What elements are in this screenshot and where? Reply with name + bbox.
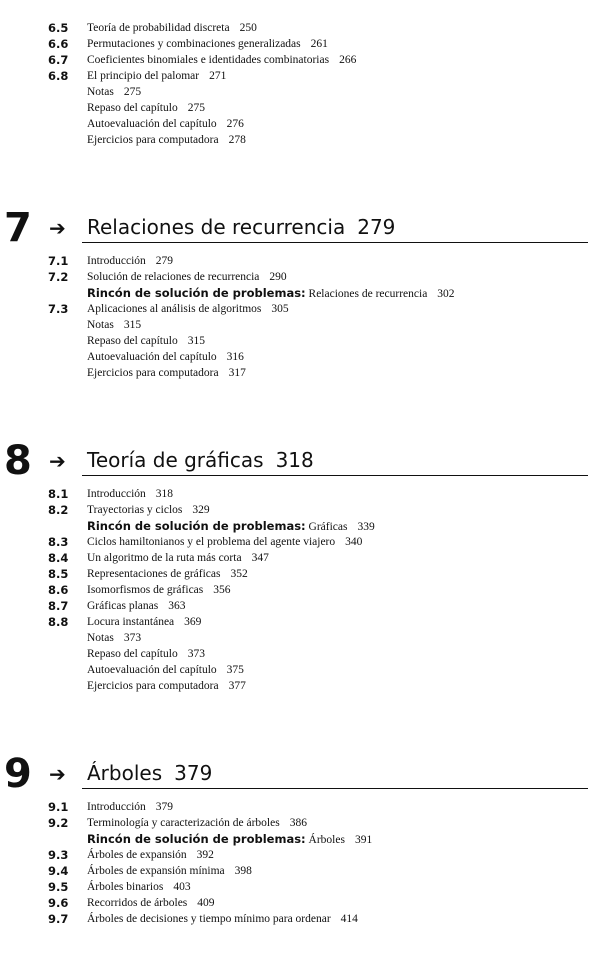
section-number: 9.4	[48, 864, 69, 878]
chapter-number: 7	[4, 205, 32, 251]
chapter-number: 9	[4, 751, 32, 797]
page-number: 279	[155, 255, 174, 267]
page-number: 261	[310, 38, 328, 50]
section-number: 9.5	[48, 880, 69, 894]
section-title: Ejercicios para computadora	[87, 134, 219, 146]
section-title: Relaciones de recurrencia	[308, 288, 428, 300]
section-number: 8.8	[48, 615, 69, 629]
page-number: 369	[184, 616, 202, 628]
arrow-icon: ➔	[49, 762, 66, 786]
section-number: 6.5	[48, 21, 69, 35]
chapter-heading-7	[0, 205, 600, 252]
section-title: Árboles binarios	[87, 881, 164, 893]
chapter-title: Árboles	[87, 761, 163, 785]
section-number: 9.2	[48, 816, 69, 830]
page-number: 347	[251, 552, 269, 564]
section-title: Locura instantánea	[87, 616, 175, 628]
section-title: Árboles de expansión mínima	[87, 865, 225, 877]
section-number: 9.6	[48, 896, 69, 910]
section-title: Repaso del capítulo	[87, 102, 178, 114]
page-number: 340	[345, 536, 363, 548]
page-number: 373	[123, 632, 142, 644]
page-number: 275	[187, 102, 205, 114]
problem-corner-label: Rincón de solución de problemas:	[87, 519, 306, 533]
page-number: 373	[187, 648, 205, 660]
section-title: Gráficas	[308, 521, 348, 533]
section-title: Notas	[87, 86, 114, 98]
chapter-title: Teoría de gráficas	[87, 448, 264, 472]
section-title: Notas	[87, 319, 114, 331]
section-title: Ciclos hamiltonianos y el problema del agente viajero	[87, 536, 336, 548]
section-number: 8.1	[48, 487, 69, 501]
page-number: 271	[209, 70, 227, 82]
arrow-icon: ➔	[49, 216, 66, 240]
page-number: 290	[269, 271, 287, 283]
page-number: 315	[123, 319, 142, 331]
section-number: 7.1	[48, 254, 69, 268]
section-title: Autoevaluación del capítulo	[87, 351, 217, 363]
chapter-heading-9	[0, 751, 600, 798]
section-number: 8.5	[48, 567, 69, 581]
chapter-rule	[82, 788, 588, 789]
page-number: 352	[230, 568, 248, 580]
section-number: 8.6	[48, 583, 69, 597]
section-title: El principio del palomar	[87, 70, 200, 82]
section-title: Notas	[87, 632, 114, 644]
section-title: Autoevaluación del capítulo	[87, 664, 217, 676]
section-title: Árboles de expansión	[87, 849, 187, 861]
section-title: Recorridos de árboles	[87, 897, 188, 909]
page-number: 403	[173, 881, 191, 893]
section-number: 8.2	[48, 503, 69, 517]
section-title: Permutaciones y combinaciones generalizadas	[87, 38, 301, 50]
section-title: Árboles	[308, 834, 345, 846]
section-number: 6.6	[48, 37, 69, 51]
page-number: 363	[168, 600, 186, 612]
section-title: Teoría de probabilidad discreta	[87, 22, 230, 34]
section-title: Repaso del capítulo	[87, 335, 178, 347]
problem-corner-label: Rincón de solución de problemas:	[87, 286, 306, 300]
page-number: 316	[226, 351, 244, 363]
section-title: Repaso del capítulo	[87, 648, 178, 660]
page-number: 305	[271, 303, 289, 315]
page-number: 409	[197, 897, 215, 909]
chapter-number: 8	[4, 438, 32, 484]
section-number: 8.7	[48, 599, 69, 613]
page-number: 392	[196, 849, 214, 861]
page-number: 391	[354, 834, 373, 846]
section-title: Autoevaluación del capítulo	[87, 118, 217, 130]
section-title: Ejercicios para computadora	[87, 367, 219, 379]
page-number: 275	[123, 86, 142, 98]
page-number: 315	[187, 335, 205, 347]
section-number: 7.3	[48, 302, 69, 316]
arrow-icon: ➔	[49, 449, 66, 473]
chapter-rule	[82, 475, 588, 476]
chapter-page: 279	[357, 215, 396, 239]
section-title: Gráficas planas	[87, 600, 159, 612]
section-title: Aplicaciones al análisis de algoritmos	[87, 303, 262, 315]
section-number: 9.7	[48, 912, 69, 926]
page-number: 414	[340, 913, 358, 925]
page-number: 375	[226, 664, 244, 676]
page-number: 339	[357, 521, 375, 533]
section-number: 6.8	[48, 69, 69, 83]
chapter-page: 318	[275, 448, 314, 472]
page-number: 318	[155, 488, 174, 500]
page-number: 266	[339, 54, 357, 66]
page-number: 250	[239, 22, 257, 34]
section-title: Introducción	[87, 255, 146, 267]
page-number: 377	[228, 680, 246, 692]
section-title: Representaciones de gráficas	[87, 568, 221, 580]
page-number: 398	[234, 865, 252, 877]
section-title: Introducción	[87, 488, 146, 500]
page-number: 317	[228, 367, 246, 379]
section-number: 9.1	[48, 800, 69, 814]
section-number: 9.3	[48, 848, 69, 862]
section-title: Introducción	[87, 801, 146, 813]
section-title: Terminología y caracterización de árboles	[87, 817, 280, 829]
section-title: Isomorfismos de gráficas	[87, 584, 204, 596]
section-number: 8.4	[48, 551, 69, 565]
section-title: Solución de relaciones de recurrencia	[87, 271, 260, 283]
chapter-title: Relaciones de recurrencia	[87, 215, 346, 239]
section-title: Coeficientes binomiales e identidades combinatorias	[87, 54, 330, 66]
page-number: 379	[155, 801, 174, 813]
section-title: Árboles de decisiones y tiempo mínimo para ordenar	[87, 913, 331, 925]
page-number: 329	[192, 504, 210, 516]
section-number: 7.2	[48, 270, 69, 284]
chapter-rule	[82, 242, 588, 243]
page-number: 276	[226, 118, 244, 130]
section-title: Ejercicios para computadora	[87, 680, 219, 692]
section-number: 8.3	[48, 535, 69, 549]
page-number: 278	[228, 134, 246, 146]
page-number: 356	[213, 584, 231, 596]
section-number: 6.7	[48, 53, 69, 67]
page-number: 302	[437, 288, 455, 300]
chapter-page: 379	[174, 761, 213, 785]
page-number: 386	[289, 817, 307, 829]
chapter-heading-8	[0, 438, 600, 485]
problem-corner-label: Rincón de solución de problemas:	[87, 832, 306, 846]
section-title: Un algoritmo de la ruta más corta	[87, 552, 242, 564]
section-title: Trayectorias y ciclos	[87, 504, 183, 516]
